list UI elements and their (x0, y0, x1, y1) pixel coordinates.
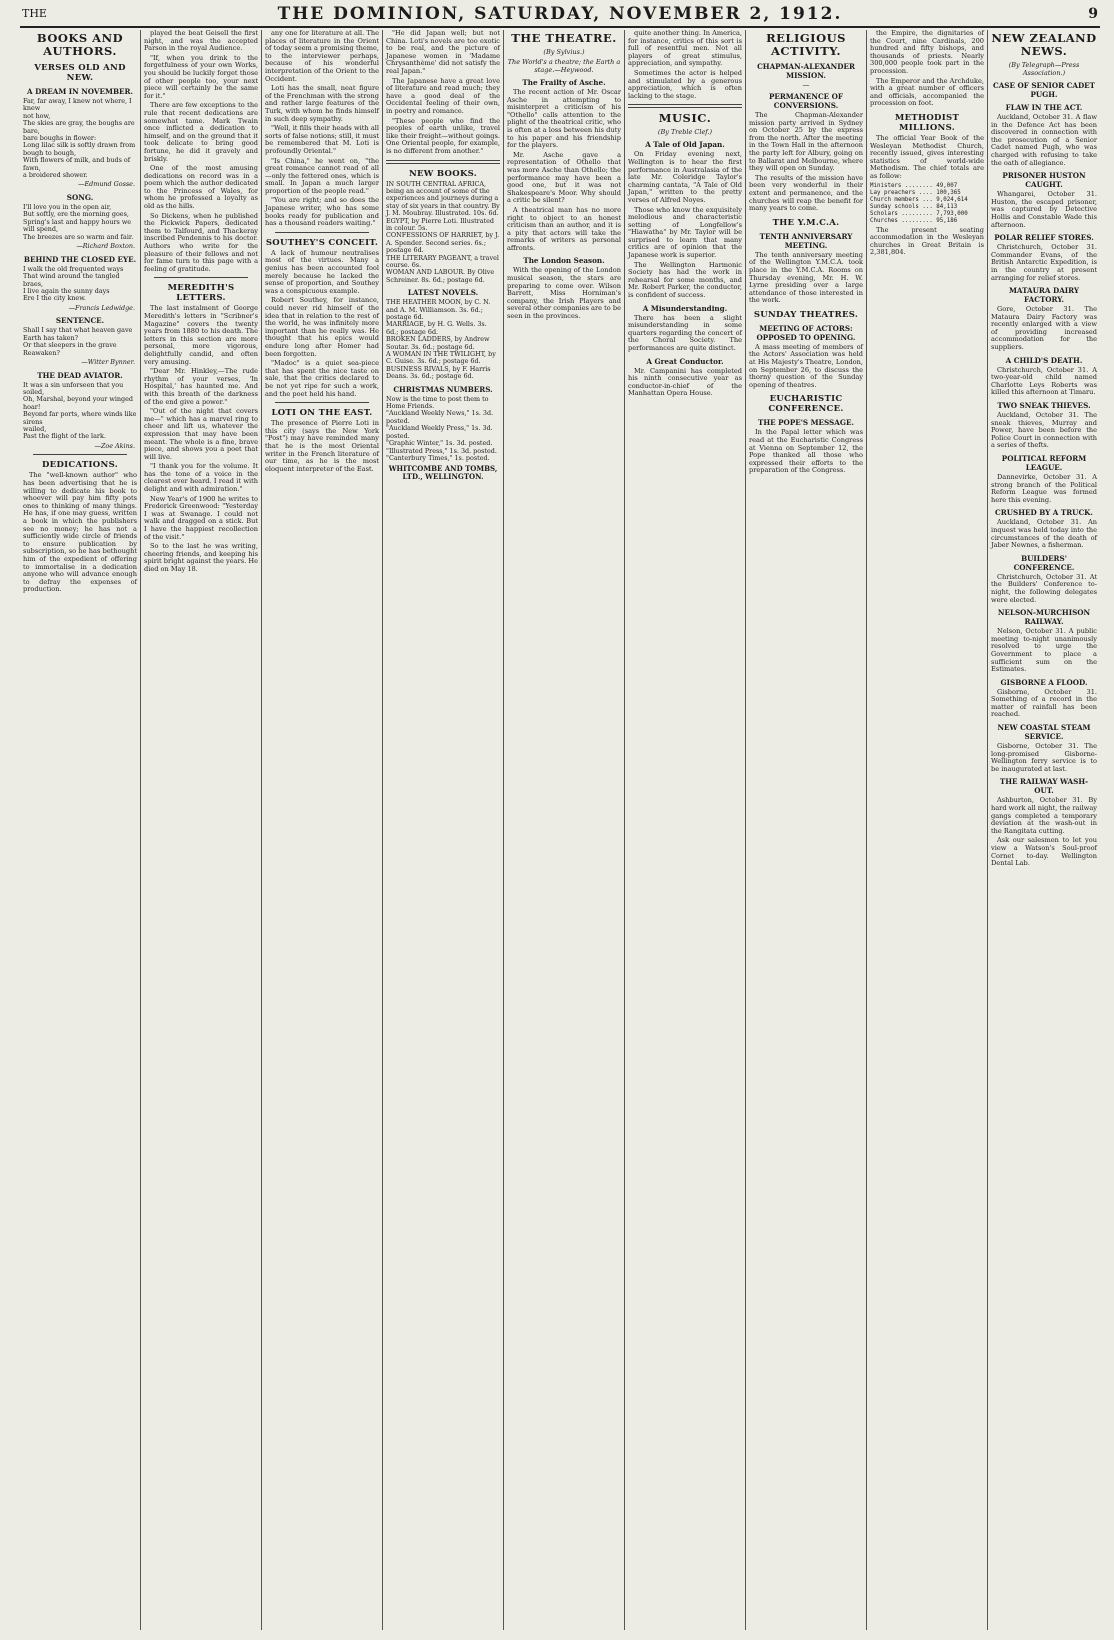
article-paragraph: In the Papal letter which was read at the Eucharistic Congress at Vienna on September 12, the Pope thanked all those who expressed their efforts to the preparation of the Congress. (749, 428, 863, 475)
article-paragraph: any one for literature at all. The places of literature in the Orient of today seem a promising theme, to the interviewer perhaps, because of his wonderful interpretation of the Orient to the Occident. (265, 30, 379, 83)
sunday-theatres-heading: SUNDAY THEATRES. (753, 309, 859, 320)
section-subheading: PERMANENCE OF CONVERSIONS. (768, 92, 844, 110)
article-paragraph: Robert Southey, for instance, could never rid himself of the idea that in relation to the rest of the world, he was infinitely more important than he really was. He thought that his epics would endure long after Homer had been forgotten. (265, 296, 379, 358)
news-paragraph: Nelson, October 31. A public meeting to-night unanimously resolved to urge the Government to place a sufficient sum on the Estimates. (991, 627, 1097, 674)
article-paragraph: On Friday evening next, Wellington is to hear the first performance in Australasia of the late Mr. Coleridge Taylor's charming cantata, "A Tale of Old Japan," written to the pretty verses of Alfred Noyes. (628, 150, 742, 204)
poem-text: I'll love you in the open air, But softly, ere the morning goes, Spring's last and happy hours we will spend, The breezes are so warm and fair. (23, 203, 134, 241)
article-paragraph: "Well, it fills their heads with all sorts of false notions; still, it must be remembered that M. Loti is profoundly Oriental." (265, 124, 379, 155)
column-8 (867, 30, 987, 1630)
news-heading: GISBORNE A FLOOD. (1000, 677, 1088, 687)
article-paragraph: "I thank you for the volume. It has the tone of a voice in the clearest ever heard. I read it with delight and with admiration." (144, 462, 258, 494)
news-paragraph: Christchurch, October 31. At the Builders' Conference to-night, the following delegates were elected. (991, 572, 1097, 604)
poem-title: BEHIND THE CLOSED EYE. (23, 254, 137, 264)
news-paragraph: Auckland, October 31. A flaw in the Defence Act has been discovered in connection with the prosecution of a Senior Cadet named Pugh, who was charged with refusing to take the oath of allegiance. (991, 113, 1097, 167)
article-paragraph: "Is China," he went on, "the great romance cannot read of all—only the fettered ones, which is small. In Japan a much larger proportion of the people read." (265, 156, 379, 195)
column-9 (988, 30, 1100, 1630)
article-paragraph: A mass meeting of members of the Actors' Association was held at His Majesty's Theatre, London, on September 26, to discuss the thorny question of the Sunday opening of theatres. (749, 342, 863, 389)
section-subheading: MEETING OF ACTORS: OPPOSED TO OPENING. (756, 323, 856, 342)
poem-text: Shall I say that what heaven gave Earth has taken? Or that sleepers in the grave Reawaken? (23, 326, 133, 357)
article-paragraph: The presence of Pierre Loti in this city (says the New York "Post") may have reminded many that he is the most Oriental writer in the French literature of our time, as he is the most eloquent interpreter of the East. (265, 419, 379, 473)
byline: (By Telegraph—Press Association.) (1008, 61, 1080, 77)
article-paragraph: Sometimes the actor is helped and stimulated by a generous appreciation, which is often lacking to the stage. (628, 68, 742, 100)
article-paragraph: The Japanese have a great love of literature and read much; they have a good deal of the Occidental feeling of their own, in poetry and romance. (386, 76, 500, 115)
poem-title: SENTENCE. (55, 316, 105, 326)
article-paragraph: "Madoc" is a quiet sea-piece that has spent the nice taste on sale, that the critics declared to be not yet ripe for such a work, and the poet held his hand. (265, 359, 379, 398)
article-paragraph: "He did Japan well; but not China. Loti's novels are too exotic to be real, and the picture of Japanese women in 'Madame Chrysanthème' did not satisfy the real Japan." (386, 30, 500, 75)
poem-text: Far, far away, I knew not where, I knew not how, The skies are gray, the boughs are bare, bare boughs in flower: Long lilac silk is softly drawn from bough to bough, With flowers of milk, and buds of fawn, a broidered shower. (23, 97, 136, 180)
article-paragraph: The last instalment of George Meredith's letters in "Scribner's Magazine" covers the twenty years from 1880 to his death. The letters in this section are more personal, more vigorous, delightfully candid, and often very amusing. (144, 304, 258, 366)
article-paragraph: New Year's of 1900 he writes to Frederick Greenwood: "Yesterday I was at Swanage. I could not walk and dragged on a stick. But I have the happiest recollection of the visit." (144, 494, 258, 541)
poem-credit: —Zoe Akins. (94, 441, 135, 450)
section-subheading: CHAPMAN-ALEXANDER MISSION. (757, 62, 855, 80)
news-paragraph: Dannevirke, October 31. A strong branch of the Political Reform League was formed here this evening. (991, 473, 1097, 504)
news-heading: TWO SNEAK THIEVES. (997, 401, 1091, 411)
poem-credit: —Francis Ledwidge. (68, 303, 135, 312)
divider (275, 402, 369, 403)
books-authors-heading: BOOKS AND AUTHORS. (36, 31, 124, 58)
column-4 (383, 30, 503, 1630)
news-paragraph: Christchurch, October 31. A two-year-old child named Charlotte Leys Roberts was killed this afternoon at Timaru. (991, 365, 1097, 397)
epigraph: The World's a theatre; the Earth a stage.—Heywood. (507, 58, 621, 74)
divider (628, 104, 742, 108)
column-6 (625, 30, 745, 1630)
article-paragraph: One of the most amusing dedications on record was in a poem which the author dedicated to the Princess of Wales, for whom he professed a loyalty as old as the hills. (144, 164, 258, 211)
poem-text: I walk the old frequented ways That wind around the tangled braes, I live again the sunny days Ere I the city knew. (23, 264, 124, 303)
article-paragraph: The results of the mission have been very wonderful in their extent and permanence, and the churches will reap the benefit for many years to come. (749, 173, 863, 213)
new-books-heading: NEW BOOKS. (408, 168, 478, 179)
article-paragraph: The Wellington Harmonic Society has had the work in rehearsal for some months, and Mr. Robert Parker, the conductor, is confident of success. (628, 260, 742, 300)
poem-title: A DREAM IN NOVEMBER. (27, 87, 133, 96)
byline: (By Treble Clef.) (657, 128, 713, 137)
article-paragraph: Loti has the small, neat figure of the Frenchman with the strong and rather large features of the Turk, with whom he finds himself in such deep sympathy. (265, 84, 379, 123)
christmas-list: Now is the time to post them to Home Friends. "Auckland Weekly News," 1s. 3d. posted. "Auckland Weekly Press," 1s. 3d. posted. "Graphic Winter," 1s. 3d. posted. "Illustrated Press," 1s. 3d. posted. "Canterbury Times," 1s. posted. (386, 394, 497, 462)
masthead-title: THE DOMINION, SATURDAY, NOVEMBER 2, 1912. (277, 4, 843, 24)
poem-title: SONG. (66, 193, 94, 203)
article-paragraph: There are few exceptions to the rule that recent dedications are somewhat tame. Mark Twain once inflicted a dedication to himself, and on the ground that it took delicate to bring good fortune, he did it gravely and briskly. (144, 101, 258, 163)
poem-text: It was a sin unforseen that you soiled, Oh, Marshal, beyond your winged hoar! Beyond far ports, where winds like sirens wailed, Past the flight of the lark. (23, 380, 137, 441)
article-paragraph: A theatrical man has no more right to object to an honest criticism than an author, and it is a pity that actors will take the remarks of writers as personal affronts. (507, 205, 621, 252)
article-paragraph: played the beat Geisell the first night, and was the accepted Parson in the royal Audience. (144, 30, 258, 53)
news-paragraph: Ask our salesmen to let you view a Watson's Soul-proof Cornet to-day. Wellington Dental Lab. (991, 836, 1097, 868)
news-heading: A CHILD'S DEATH. (1005, 355, 1083, 365)
news-paragraph: Whangarei, October 31. Huston, the escaped prisoner, was captured by Detective Hollis and Constable Wade this afternoon. (991, 190, 1097, 229)
article-paragraph: "If, when you drink to the forgetfulness of your own Works, you should be luckily forget those of other people too, your next piece will certainly be the same for it." (144, 53, 258, 100)
book-list: IN SOUTH CENTRAL AFRICA, being an account of some of the experiences and journeys during a stay of six years in that country. By J. M. Moubray. Illustrated. 10s. 6d. EGYPT, by Pierre Loti. Illustrated in colour. 5s. CONFESSIONS OF HARRIET, by J. A. Spender. Second series. 6s.; postage 6d. THE LITERARY PAGEANT, a travel course. 6s. WOMAN AND LABOUR. By Olive Schreiner. 8s. 6d.; postage 6d. (386, 179, 500, 284)
section-subheading: A Misunderstanding. (642, 303, 728, 313)
article-paragraph: Mr. Campanini has completed his ninth consecutive year as conductor-in-chief of the Manhattan Opera House. (628, 366, 742, 398)
poem-credit: —Witter Bynner. (81, 357, 135, 366)
meredith-heading: MEREDITH'S LETTERS. (167, 283, 235, 304)
christmas-numbers-heading: CHRISTMAS NUMBERS. (393, 384, 493, 394)
news-paragraph: Christchurch, October 31. Commander Evans, of the British Antarctic Expedition, is in the country at present arranging for relief stores. (991, 243, 1097, 282)
novel-list: THE HEATHER MOON, by C. N. and A. M. Williamson. 3s. 6d.; postage 6d. MARRIAGE, by H. G. Wells. 3s. 6d.; postage 6d. BROKEN LADDERS, by Andrew Soutar. 3s. 6d.; postage 6d. A WOMAN IN THE TWILIGHT, by C. Guise. 3s. 6d.; postage 6d. BUSINESS RIVALS, by F. Harris Deans. 3s. 6d.; postage 6d. (386, 298, 496, 381)
poem-credit: —Richard Boxton. (76, 242, 135, 251)
masthead (20, 4, 1100, 28)
news-heading: THE RAILWAY WASH-OUT. (999, 777, 1089, 796)
article-paragraph: The "well-known author" who has been advertising that he is willing to dedicate his book to whoever will pay him fifty pots ones to thinking of many things. He has, if one may guess, written a book in which the publishers see no money; he has not a sufficiently wide circle of friends to ensure publication by subscription, so he has bethought him of the expedient of offering to immortalise in a dedication anyone who will advance enough to defray the expenses of production. (23, 471, 137, 594)
article-paragraph: So Dickens, when he published the Pickwick Papers, dedicated them to Talfourd, and Thackeray inscribed Pendennis to his doctor. Authors who write for the pleasure of their fellows and not for fame turn to this page with a feeling of gratitude. (144, 211, 258, 273)
theatre-heading: THE THEATRE. (511, 31, 617, 45)
publisher-line: WHITCOMBE AND TOMBS, LTD., WELLINGTON. (388, 464, 498, 481)
news-heading: POLITICAL REFORM LEAGUE. (1001, 454, 1087, 472)
news-subheading: FLAW IN THE ACT. (1005, 103, 1083, 112)
page-number: 9 (1088, 6, 1098, 22)
news-paragraph: Gisborne, October 31. The long-promised Gisborne-Wellington ferry service is to be inaugurated at last. (991, 742, 1097, 773)
news-paragraph: Auckland, October 31. The sneak thieves, Murray and Power, have been before the Police Court in connection with a series of thefts. (991, 411, 1097, 450)
nz-news-heading: NEW ZEALAND NEWS. (991, 31, 1097, 58)
news-heading: CASE OF SENIOR CADET PUGH. (992, 81, 1096, 99)
article-paragraph: Mr. Asche gave a representation of Othello that was more Asche than Othello; the performance may have been a good one, but it was not Shakespeare's Moor. Why should a critic be silent? (507, 150, 621, 205)
poem-title: THE DEAD AVIATOR. (37, 370, 123, 380)
divider (386, 160, 500, 164)
masthead-left: THE (22, 7, 47, 20)
news-heading: NELSON-MURCHISON RAILWAY. (997, 608, 1091, 627)
column-7 (746, 30, 866, 1630)
article-paragraph: "These people who find the peoples of earth unlike, travel like their freight—without goings. One Oriental people, for example, is no different from another." (386, 116, 500, 155)
column-5 (504, 30, 624, 1630)
divider (154, 277, 248, 278)
news-heading: CRUSHED BY A TRUCK. (995, 508, 1093, 518)
news-heading: PRISONER HUSTON CAUGHT. (1002, 171, 1086, 190)
article-paragraph: the Empire, the dignitaries of the Court, nine Cardinals, 200 hundred and fifty bishops, and thousands of priests. Nearly 300,000 people took part in the procession. (870, 30, 984, 75)
section-subheading: A Tale of Old Japan. (645, 140, 725, 150)
divider (33, 454, 127, 455)
article-paragraph: With the opening of the London musical season, the stars are preparing to come over. Wilson Barrett, Miss Horniman's company, the Irish Players and several other companies are to be seen in the provinces. (507, 266, 621, 321)
article-paragraph: "Out of the night that covers me—" which has a marvel ring to cheer and lift us, whatever the expression that may have been meant. The whole is a fine, brave piece, and shows you a poet that will live. (144, 407, 258, 461)
news-heading: POLAR RELIEF STORES. (994, 233, 1094, 243)
article-paragraph: quite another thing. In America, for instance, critics of this sort is full of resentful men. Not all players of great stimulus, appreciation, and sympathy. (628, 30, 742, 68)
article-paragraph: "You are right; and so does the Japanese writer, who has some books ready for publication and has a thousand readers waiting." (265, 196, 379, 228)
news-paragraph: Auckland, October 31. An inquest was held today into the circumstances of the death of Jaber Newnes, a fisherman. (991, 518, 1097, 550)
news-paragraph: Gore, October 31. The Mataura Dairy Factory was recently enlarged with a view of providing increased accommodation for the suppliers. (991, 305, 1097, 352)
methodist-heading: METHODIST MILLIONS. (894, 112, 960, 133)
section-subheading: A Great Conductor. (646, 356, 724, 366)
article-paragraph: Those who know the exquisitely melodious and characteristic setting of Longfellow's "Hiawatha" by Mr. Taylor will be surprised to learn that many critics are of opinion that the Japanese work is superior. (628, 205, 742, 260)
columns (20, 30, 1100, 1630)
dedications-heading: DEDICATIONS. (42, 460, 118, 471)
byline: (By Sylvius.) (543, 48, 585, 56)
article-paragraph: The recent action of Mr. Oscar Asche in attempting to misinterpret a criticism of his "Othello" calls attention to the plight of the theatrical critic, who is often at a loss between his duty to his paper and his friendship for the players. (507, 88, 621, 150)
statistics-table: Ministers ........ 49,007 Lay preachers .... 100,365 Church members ... 9,024,614 Sunday schools ... 84,113 Scholars ......... 7,793,000 Churches ......... 95,186 (870, 182, 968, 224)
news-heading: BUILDERS' CONFERENCE. (1013, 553, 1075, 572)
section-subheading: TENTH ANNIVERSARY MEETING. (759, 231, 853, 250)
religious-heading: RELIGIOUS ACTIVITY. (766, 31, 846, 58)
news-paragraph: Gisborne, October 31. Something of a record in the matter of rainfall has been reached. (991, 687, 1097, 719)
news-heading: NEW COASTAL STEAM SERVICE. (997, 723, 1091, 742)
article-paragraph: The tenth anniversary meeting of the Wellington Y.M.C.A. took place in the Y.M.C.A. Rooms on Thursday evening, Mr. H. W. Lyrne presiding over a large attendance of those interested in the work. (749, 250, 863, 305)
article-paragraph: So to the last he was writing, cheering friends, and keeping his spirit bright against the years. He died on May 18. (144, 542, 258, 573)
section-subheading: THE POPE'S MESSAGE. (758, 418, 854, 428)
latest-novels-heading: LATEST NOVELS. (407, 288, 479, 298)
divider (275, 232, 369, 233)
article-paragraph: The present seating accommodation in the Wesleyan churches in Great Britain is 2,381,804. (870, 225, 984, 257)
article-paragraph: The official Year Book of the Wesleyan Methodist Church, recently issued, gives interesting statistics of world-wide Methodism. The chief totals are as follow: (870, 133, 984, 180)
article-paragraph: The Emperor and the Archduke, with a great number of officers and officials, accompanied the procession on foot. (870, 76, 984, 108)
article-paragraph: A lack of humour neutralises most of the virtues. Many a genius has been accounted fool merely because he lacked the sense of proportion, and Southey was a conspicuous example. (265, 248, 379, 295)
poem-credit: —Edmund Gosse. (78, 180, 135, 189)
article-paragraph: "Dear Mr. Hinkley,—The rude rhythm of your verses, 'In Hospital,' has haunted me. And with this breath of the darkness of the end give a power." (144, 367, 258, 406)
article-paragraph: There has been a slight misunderstanding in some quarters regarding the concert of the Choral Society. The performances are quite distinct. (628, 313, 742, 352)
verses-heading: VERSES OLD AND NEW. (34, 63, 126, 83)
loti-heading: LOTI ON THE EAST. (271, 408, 373, 419)
news-paragraph: Ashburton, October 31. By hard work all night, the railway gangs completed a temporary deviation at the wash-out in the Rangitata cutting. (991, 796, 1097, 835)
column-2 (141, 30, 261, 1630)
section-subheading: The Frailty of Asche. (522, 78, 606, 87)
section-subheading: The London Season. (523, 256, 605, 266)
article-paragraph: The Chapman-Alexander mission party arrived in Sydney on October 25 by the express from the north. After the meeting in the Town Hall in the afternoon the party left for Albury, going on to Ballarat and Melbourne, where they will open on Sunday. (749, 111, 863, 173)
eucharistic-heading: EUCHARISTIC CONFERENCE. (768, 394, 844, 415)
music-heading: MUSIC. (658, 111, 712, 126)
column-1 (20, 30, 140, 1630)
southey-heading: SOUTHEY'S CONCEIT. (265, 237, 379, 248)
column-3 (262, 30, 382, 1630)
divider: — (802, 81, 810, 89)
ymca-heading: THE Y.M.C.A. (772, 217, 840, 228)
news-heading: MATAURA DAIRY FACTORY. (1008, 286, 1080, 305)
